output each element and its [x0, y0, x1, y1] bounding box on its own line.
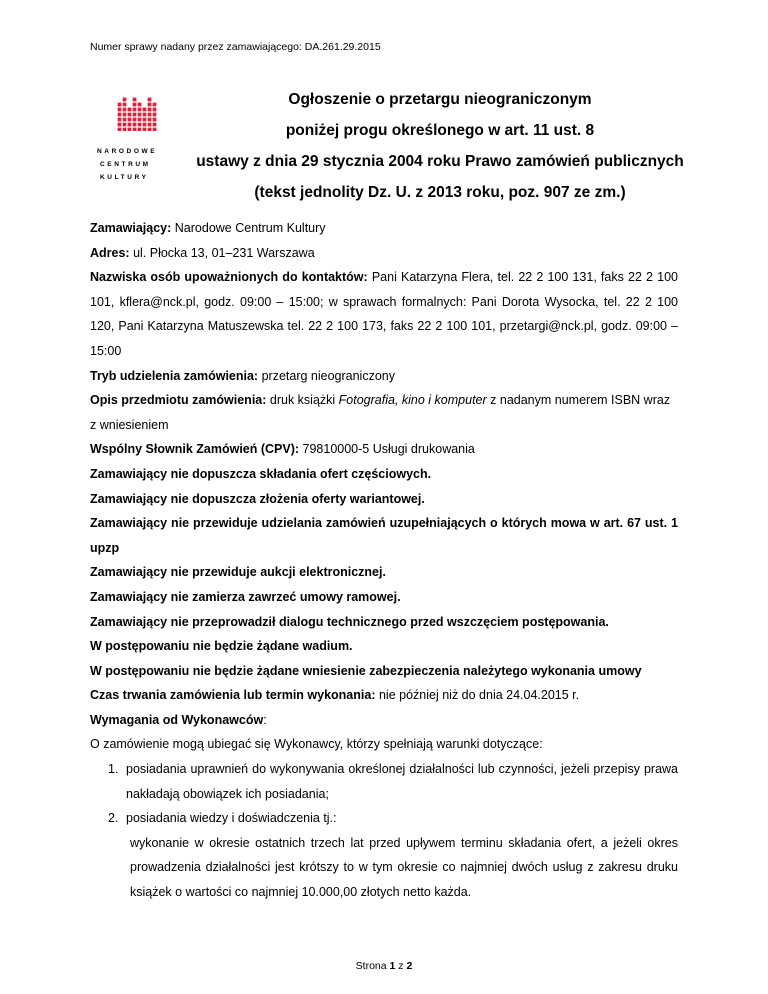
title-line-1: Ogłoszenie o przetargu nieograniczonym [288, 91, 592, 108]
field-value: ul. Płocka 13, 01–231 Warszawa [129, 245, 315, 260]
logo-square [148, 108, 152, 112]
logo-square [153, 113, 157, 117]
field-label: Zamawiający: [90, 221, 172, 235]
logo-square [128, 113, 132, 117]
field-value: nie później niż do dnia 24.04.2015 r. [375, 688, 580, 703]
logo-square [123, 108, 127, 112]
logo-square [143, 128, 147, 131]
statement-text: W postępowaniu nie będzie żądane wadium. [90, 639, 353, 654]
logo-square [148, 118, 152, 122]
logo-square [153, 103, 157, 107]
logo-square [138, 103, 142, 107]
current-page: 1 [389, 960, 396, 972]
logo-square [128, 108, 132, 112]
statement-text: Zamawiający nie przeprowadził dialogu technicznego przed wszczęciem postępowania. [90, 614, 609, 629]
logo-square [133, 118, 137, 122]
statement [90, 462, 678, 487]
statement [90, 511, 678, 560]
statement [90, 487, 678, 512]
logo-square [118, 123, 122, 127]
statement [90, 585, 678, 610]
statement [90, 610, 678, 635]
logo-square [133, 98, 137, 102]
logo-square [133, 113, 137, 117]
field-value: 79810000-5 Usługi drukowania [299, 442, 475, 457]
logo-square [143, 108, 147, 112]
page-footer [0, 959, 768, 973]
wymagania-heading [90, 708, 678, 733]
nck-logo [97, 97, 169, 184]
logo-square [138, 118, 142, 122]
field-tryb [90, 364, 678, 389]
document-title [195, 84, 685, 208]
field-label: Opis przedmiotu zamówienia: [90, 393, 267, 408]
logo-square [123, 98, 127, 102]
title-line-3: ustawy z dnia 29 stycznia 2004 roku Prawo zamówień publicznych [196, 153, 684, 170]
logo-square [138, 108, 142, 112]
requirement-detail: wykonanie w okresie ostatnich trzech lat przed upływem terminu składania ofert, a jeżeli okres prowadzenia działalności jest krótszy to w tym okresie co najmniej dwóch usług z zakresu druku książek o wartości co najmniej 10.000,00 złotych netto każda. [130, 835, 678, 900]
statement-text: Zamawiający nie przewiduje aukcji elektronicznej. [90, 565, 386, 580]
field-label: Nazwiska osób upoważnionych do kontaktów: [90, 270, 368, 285]
logo-square [118, 118, 122, 122]
list-item [90, 757, 678, 806]
statement [90, 659, 678, 684]
statement-text: Zamawiający nie dopuszcza składania ofert częściowych. [90, 466, 432, 481]
field-value: druk książki [266, 393, 339, 408]
field-zamawiajacy [90, 216, 678, 241]
field-value: Pani Katarzyna Flera, tel. 22 2 100 131, faks 22 2 100 101, kflera@nck.pl, godz. 09:00 – 15:00; w sprawach formalnych: Pani Dorota Wysocka, tel. 22 2 100 120, Pani Katarzyna Matuszewska tel. 22 2 100 173, faks 22 2 100 101, przetargi@nck.pl, godz. 09:00 – 15:00 [90, 270, 678, 358]
statement [90, 560, 678, 585]
logo-square [148, 123, 152, 127]
logo-square [148, 103, 152, 107]
list-number: 1. [108, 762, 119, 777]
field-opis [90, 388, 678, 437]
field-termin [90, 683, 678, 708]
field-adres [90, 241, 678, 266]
logo-square [148, 128, 152, 131]
statement-text: Zamawiający nie przewiduje udzielania zamówień uzupełniających o których mowa w art. 67 ust. 1 upzp [90, 516, 678, 555]
logo-square [153, 108, 157, 112]
list-number: 2. [108, 811, 119, 826]
field-value: z nadanym numerem ISBN wraz z wniesieniem [90, 393, 671, 432]
colon: : [263, 712, 267, 727]
case-number: Numer sprawy nadany przez zamawiającego: DA.261.29.2015 [90, 41, 381, 53]
title-line-4: (tekst jednolity Dz. U. z 2013 roku, poz. 907 ze zm.) [254, 184, 626, 201]
logo-square [133, 108, 137, 112]
logo-square [143, 113, 147, 117]
logo-square [133, 123, 137, 127]
logo-square [118, 103, 122, 107]
statement-text: Zamawiający nie dopuszcza złożenia oferty wariantowej. [90, 491, 425, 506]
statement-text: W postępowaniu nie będzie żądane wniesienie zabezpieczenia należytego wykonania umowy [90, 663, 642, 678]
logo-square [153, 128, 157, 131]
wymagania-intro: O zamówienie mogą ubiegać się Wykonawcy, którzy spełniają warunki dotyczące: [90, 737, 543, 752]
logo-square [133, 103, 137, 107]
title-line-2: poniżej progu określonego w art. 11 ust. 8 [285, 122, 595, 139]
logo-square [143, 123, 147, 127]
logo-square [133, 128, 137, 131]
field-label: Tryb udzielenia zamówienia: [90, 368, 259, 383]
logo-square [123, 113, 127, 117]
logo-square [123, 128, 127, 131]
statement-text: Zamawiający nie zamierza zawrzeć umowy ramowej. [90, 589, 401, 604]
logo-square [138, 113, 142, 117]
logo-square [118, 128, 122, 131]
logo-square [143, 118, 147, 122]
logo-square [118, 108, 122, 112]
field-label: Wymagania od Wykonawców [90, 712, 264, 727]
requirements-list [90, 757, 678, 905]
logo-square [148, 98, 152, 102]
field-label: Wspólny Słownik Zamówień (CPV): [90, 442, 300, 457]
list-item [90, 806, 678, 831]
total-pages: 2 [406, 960, 413, 972]
logo-square [128, 123, 132, 127]
logo-square [128, 118, 132, 122]
logo-line-3: KULTURY [100, 174, 149, 181]
logo-square [153, 123, 157, 127]
logo-square [153, 118, 157, 122]
field-kontakt [90, 265, 678, 363]
list-text: posiadania uprawnień do wykonywania określonej działalności lub czynności, jeżeli przepisy prawa nakładają obowiązek ich posiadania; [126, 762, 678, 801]
crown-logo-icon [117, 97, 157, 131]
logo-square [123, 118, 127, 122]
field-value: Narodowe Centrum Kultury [171, 221, 326, 235]
field-cpv [90, 437, 678, 462]
logo-text [97, 145, 169, 184]
logo-square [138, 123, 142, 127]
book-title: Fotografia, kino i komputer [338, 393, 487, 408]
logo-line-1: NARODOWE [97, 148, 158, 155]
logo-square [123, 103, 127, 107]
field-label: Adres: [90, 245, 130, 260]
document-body [90, 216, 678, 905]
field-label: Czas trwania zamówienia lub termin wykonania: [90, 688, 376, 703]
footer-prefix: Strona [355, 960, 390, 972]
footer-sep: z [395, 960, 407, 972]
logo-square [138, 128, 142, 131]
logo-line-2: CENTRUM [100, 161, 151, 168]
logo-square [148, 113, 152, 117]
list-text: posiadania wiedzy i doświadczenia tj.: [126, 811, 337, 826]
statement [90, 634, 678, 659]
logo-square [123, 123, 127, 127]
logo-square [128, 128, 132, 131]
field-value: przetarg nieograniczony [258, 368, 395, 383]
logo-square [118, 113, 122, 117]
